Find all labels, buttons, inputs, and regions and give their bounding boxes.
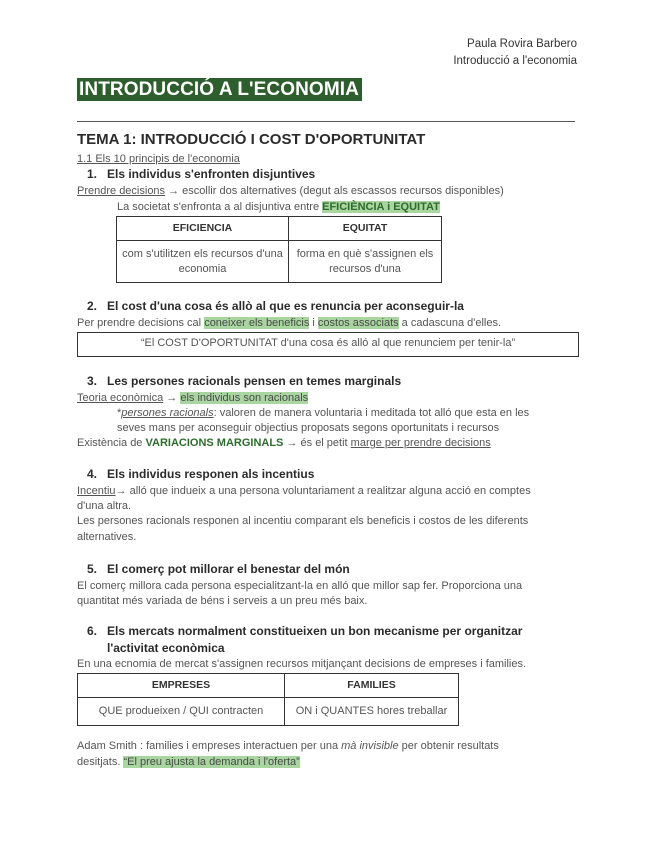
term-persones-racionals: persones racionals bbox=[121, 407, 214, 419]
principle-1-text: Els individus s'enfronten disjuntives bbox=[107, 167, 316, 181]
table-header-empreses: EMPRESES bbox=[78, 674, 285, 698]
term-incentiu: Incentiu bbox=[77, 485, 116, 497]
term-teoria-economica: Teoria econòmica bbox=[77, 392, 164, 404]
principle-3-line-3: seves mans per aconseguir objectius proposats segons oportunitats i recursos bbox=[117, 422, 500, 434]
principle-4-line-2: d'una altra. bbox=[77, 500, 132, 512]
principle-1-line-2 bbox=[117, 200, 440, 215]
title-divider bbox=[77, 121, 575, 122]
principle-1-heading bbox=[77, 167, 315, 181]
principle-3-line-1 bbox=[77, 391, 308, 406]
principle-2-line-1-a: Per prendre decisions cal bbox=[77, 317, 205, 329]
principle-4-line-3: Les persones racionals responen al incentiu comparant els beneficis i costos de les diferents bbox=[77, 515, 529, 527]
highlight-preu-demanda: “El preu ajusta la demanda i l'oferta” bbox=[123, 756, 300, 768]
term-marge-decisions: marge per prendre decisions bbox=[350, 437, 491, 449]
principle-3-heading bbox=[77, 374, 401, 388]
empreses-families-table bbox=[77, 673, 459, 726]
principle-3-line-4-mid: → és el petit bbox=[283, 437, 351, 449]
principle-6-line-3-pre: desitjats. bbox=[77, 756, 124, 768]
highlight-eficiencia-equitat: EFICIÈNCIA i EQUITAT bbox=[322, 201, 440, 213]
principle-3-line-4 bbox=[77, 436, 491, 451]
term-prendre-decisions: Prendre decisions bbox=[77, 185, 166, 197]
highlight-costos: costos associats bbox=[317, 317, 399, 329]
principle-6-line-3 bbox=[77, 755, 300, 770]
eficiencia-equitat-table bbox=[116, 216, 442, 283]
principle-5-line-1: El comerç millora cada persona especialitzant-la en alló que millor sap fer. Proporciona una bbox=[77, 580, 523, 592]
author-name: Paula Rovira Barbero bbox=[467, 38, 577, 50]
principle-2-line-1 bbox=[77, 316, 501, 331]
arrow: → bbox=[163, 392, 181, 404]
table-cell-empreses: QUE produeixen / QUI contracten bbox=[78, 698, 285, 726]
asterisk: * bbox=[117, 407, 122, 419]
principle-2-number: 2. bbox=[86, 299, 97, 313]
principle-4-text: Els individus responen als incentius bbox=[107, 467, 315, 481]
principle-6-line-2-pre: Adam Smith : families i empreses interactuen per una bbox=[77, 740, 342, 752]
principle-2-text: El cost d'una cosa és allò al que es renuncia per aconseguir-la bbox=[107, 299, 464, 313]
cost-oportunitat-quote: “El COST D'OPORTUNITAT d'una cosa és alló al que renunciem per tenir-la” bbox=[77, 332, 579, 357]
principle-4-line-1-rest: → alló que indueix a una persona voluntariament a realitzar alguna acció en comptes bbox=[115, 485, 531, 497]
principle-5-line-2: quantitat més variada de béns i serveis a un preu més baix. bbox=[77, 595, 368, 607]
principle-2-line-1-c: a cadascuna d'elles. bbox=[398, 317, 502, 329]
principle-2-heading bbox=[77, 299, 464, 313]
table-cell-families: ON i QUANTES hores treballar bbox=[285, 698, 459, 726]
table-cell-eficiencia: com s'utilitzen els recursos d'una economia bbox=[117, 241, 289, 283]
principle-6-text-1: Els mercats normalment constitueixen un bon mecanisme per organitzar bbox=[107, 624, 523, 638]
principle-3-line-2 bbox=[117, 406, 529, 421]
principle-6-line-2 bbox=[77, 739, 499, 754]
table-header-eficiencia: EFICIENCIA bbox=[117, 217, 289, 241]
principle-2-line-1-b: i bbox=[309, 317, 318, 329]
highlight-individus-racionals: els individus son racionals bbox=[180, 392, 309, 404]
subsection-title: 1.1 Els 10 principis de l'economia bbox=[77, 153, 240, 165]
principle-6-line-2-post: per obtenir resultats bbox=[398, 740, 499, 752]
principle-3-text: Les persones racionals pensen en temes marginals bbox=[107, 374, 402, 388]
variacions-marginals: VARIACIONS MARGINALS bbox=[145, 437, 284, 449]
principle-6-line-1: En una ecnomia de mercat s'assignen recursos mitjançant decisions de empreses i families. bbox=[77, 658, 527, 670]
table-header-equitat: EQUITAT bbox=[289, 217, 442, 241]
table-header-families: FAMILIES bbox=[285, 674, 459, 698]
principle-5-text: El comerç pot millorar el benestar del món bbox=[107, 562, 350, 576]
principle-6-number: 6. bbox=[86, 624, 97, 638]
principle-6-heading bbox=[77, 624, 522, 638]
principle-5-heading bbox=[77, 562, 350, 576]
tema-title: TEMA 1: INTRODUCCIÓ I COST D'OPORTUNITAT bbox=[77, 131, 426, 148]
principle-3-line-2-rest: : valoren de manera voluntaria i meditada tot alló que esta en les bbox=[213, 407, 530, 419]
principle-6-heading-cont: l'activitat econòmica bbox=[107, 641, 225, 655]
principle-1-number: 1. bbox=[86, 167, 97, 181]
principle-1-line-2-text: La societat s'enfronta a al disjuntiva entre bbox=[117, 201, 323, 213]
principle-1-line-1 bbox=[77, 184, 504, 199]
principle-4-line-4: alternatives. bbox=[77, 531, 137, 543]
main-title: INTRODUCCIÓ A L'ECONOMIA bbox=[77, 78, 362, 101]
principle-4-heading bbox=[77, 467, 314, 481]
principle-4-line-1 bbox=[77, 484, 531, 499]
principle-3-number: 3. bbox=[86, 374, 97, 388]
principle-4-number: 4. bbox=[86, 467, 97, 481]
highlight-beneficis: coneixer els beneficis bbox=[204, 317, 310, 329]
principle-5-number: 5. bbox=[86, 562, 97, 576]
principle-3-line-4-pre: Existència de bbox=[77, 437, 146, 449]
principle-1-line-1-rest: → escollir dos alternatives (degut als escassos recursos disponibles) bbox=[165, 185, 504, 197]
table-cell-equitat: forma en què s'assignen els recursos d'una bbox=[289, 241, 442, 283]
course-name: Introducció a l'economia bbox=[453, 55, 577, 67]
ma-invisible: mà invisible bbox=[341, 740, 399, 752]
